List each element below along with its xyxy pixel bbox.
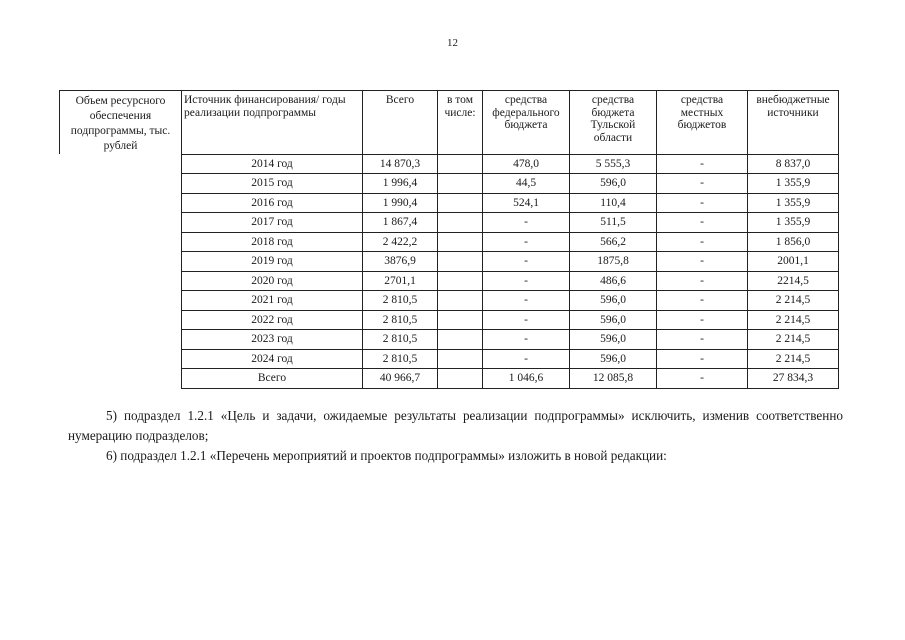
cell-local: - [657, 232, 748, 252]
cell-year: 2022 год [182, 310, 363, 330]
cell-local: - [657, 193, 748, 213]
cell-total: 2 422,2 [363, 232, 438, 252]
cell-tula: 596,0 [570, 330, 657, 350]
cell-incl [438, 193, 483, 213]
header-source: Источник финансирования/ годы реализации подпрограммы [182, 91, 363, 155]
paragraph-6: 6) подраздел 1.2.1 «Перечень мероприятий и проектов подпрограммы» изложить в новой редакции: [106, 448, 667, 463]
header-including: в том числе: [438, 91, 483, 155]
cell-incl [438, 154, 483, 174]
row-header-spacer [60, 174, 182, 194]
cell-total: 2 810,5 [363, 330, 438, 350]
cell-extra: 1 355,9 [748, 213, 839, 233]
cell-incl [438, 232, 483, 252]
cell-total: 2 810,5 [363, 349, 438, 369]
cell-extra: 1 355,9 [748, 174, 839, 194]
cell-extra: 1 856,0 [748, 232, 839, 252]
cell-federal: - [483, 349, 570, 369]
cell-total: 1 996,4 [363, 174, 438, 194]
cell-year: 2018 год [182, 232, 363, 252]
cell-local: - [657, 174, 748, 194]
cell-extra: 1 355,9 [748, 193, 839, 213]
cell-federal: 44,5 [483, 174, 570, 194]
table-row [60, 310, 839, 330]
row-header-spacer [60, 213, 182, 233]
cell-tula: 12 085,8 [570, 369, 657, 389]
row-header-spacer [60, 232, 182, 252]
cell-local: - [657, 310, 748, 330]
cell-local: - [657, 271, 748, 291]
header-local: средства местных бюджетов [657, 91, 748, 155]
row-header-label: Объем ресурсного обеспечения подпрограммы, тыс. рублей [60, 91, 182, 155]
cell-extra: 27 834,3 [748, 369, 839, 389]
cell-year: 2023 год [182, 330, 363, 350]
cell-local: - [657, 252, 748, 272]
row-header-spacer [60, 349, 182, 369]
cell-tula: 596,0 [570, 291, 657, 311]
cell-extra: 8 837,0 [748, 154, 839, 174]
cell-year: 2015 год [182, 174, 363, 194]
cell-extra: 2 214,5 [748, 330, 839, 350]
paragraph-5: 5) подраздел 1.2.1 «Цель и задачи, ожидаемые результаты реализации подпрограммы» исключить, изменив соответственно нумерацию подразделов; [68, 408, 843, 443]
table-row [60, 252, 839, 272]
cell-federal: - [483, 310, 570, 330]
cell-incl [438, 174, 483, 194]
cell-tula: 110,4 [570, 193, 657, 213]
cell-year: 2021 год [182, 291, 363, 311]
cell-extra: 2001,1 [748, 252, 839, 272]
cell-incl [438, 330, 483, 350]
cell-tula: 596,0 [570, 310, 657, 330]
cell-tula: 486,6 [570, 271, 657, 291]
cell-total: 2 810,5 [363, 291, 438, 311]
cell-extra: 2214,5 [748, 271, 839, 291]
cell-tula: 596,0 [570, 174, 657, 194]
header-total: Всего [363, 91, 438, 155]
row-header-spacer [60, 271, 182, 291]
header-federal: средства федерального бюджета [483, 91, 570, 155]
table-row [60, 369, 839, 389]
cell-local: - [657, 213, 748, 233]
cell-federal: 1 046,6 [483, 369, 570, 389]
table-row [60, 232, 839, 252]
cell-incl [438, 369, 483, 389]
row-header-spacer [60, 154, 182, 174]
cell-total: 3876,9 [363, 252, 438, 272]
cell-total: 1 990,4 [363, 193, 438, 213]
table-row [60, 213, 839, 233]
header-extra: внебюджетные источники [748, 91, 839, 155]
cell-year: 2020 год [182, 271, 363, 291]
cell-total: 1 867,4 [363, 213, 438, 233]
cell-tula: 5 555,3 [570, 154, 657, 174]
cell-total: 14 870,3 [363, 154, 438, 174]
cell-incl [438, 271, 483, 291]
header-tula: средства бюджета Тульской области [570, 91, 657, 155]
row-header-spacer [60, 330, 182, 350]
table-row [60, 349, 839, 369]
cell-extra: 2 214,5 [748, 291, 839, 311]
cell-total: 2701,1 [363, 271, 438, 291]
cell-federal: - [483, 330, 570, 350]
cell-year: 2014 год [182, 154, 363, 174]
cell-federal: 478,0 [483, 154, 570, 174]
cell-extra: 2 214,5 [748, 310, 839, 330]
cell-local: - [657, 291, 748, 311]
cell-incl [438, 213, 483, 233]
row-header-spacer [60, 291, 182, 311]
cell-year: Всего [182, 369, 363, 389]
cell-federal: - [483, 232, 570, 252]
row-header-spacer [60, 310, 182, 330]
cell-year: 2017 год [182, 213, 363, 233]
cell-federal: - [483, 252, 570, 272]
cell-tula: 1875,8 [570, 252, 657, 272]
table-row [60, 174, 839, 194]
cell-federal: - [483, 291, 570, 311]
cell-incl [438, 349, 483, 369]
table-row [60, 154, 839, 174]
table-row [60, 193, 839, 213]
cell-local: - [657, 154, 748, 174]
cell-incl [438, 310, 483, 330]
cell-tula: 511,5 [570, 213, 657, 233]
row-header-spacer [60, 252, 182, 272]
row-header-spacer [60, 193, 182, 213]
cell-total: 40 966,7 [363, 369, 438, 389]
cell-incl [438, 291, 483, 311]
table-row [60, 271, 839, 291]
table-header-row [60, 91, 839, 155]
cell-year: 2019 год [182, 252, 363, 272]
row-header-spacer [60, 369, 182, 389]
cell-local: - [657, 369, 748, 389]
cell-tula: 566,2 [570, 232, 657, 252]
cell-federal: - [483, 271, 570, 291]
cell-incl [438, 252, 483, 272]
cell-year: 2024 год [182, 349, 363, 369]
page-number: 12 [447, 37, 458, 49]
cell-federal: 524,1 [483, 193, 570, 213]
table-row [60, 330, 839, 350]
table-row [60, 291, 839, 311]
cell-local: - [657, 349, 748, 369]
cell-federal: - [483, 213, 570, 233]
cell-tula: 596,0 [570, 349, 657, 369]
cell-local: - [657, 330, 748, 350]
resource-table [59, 90, 839, 389]
cell-year: 2016 год [182, 193, 363, 213]
cell-extra: 2 214,5 [748, 349, 839, 369]
cell-total: 2 810,5 [363, 310, 438, 330]
